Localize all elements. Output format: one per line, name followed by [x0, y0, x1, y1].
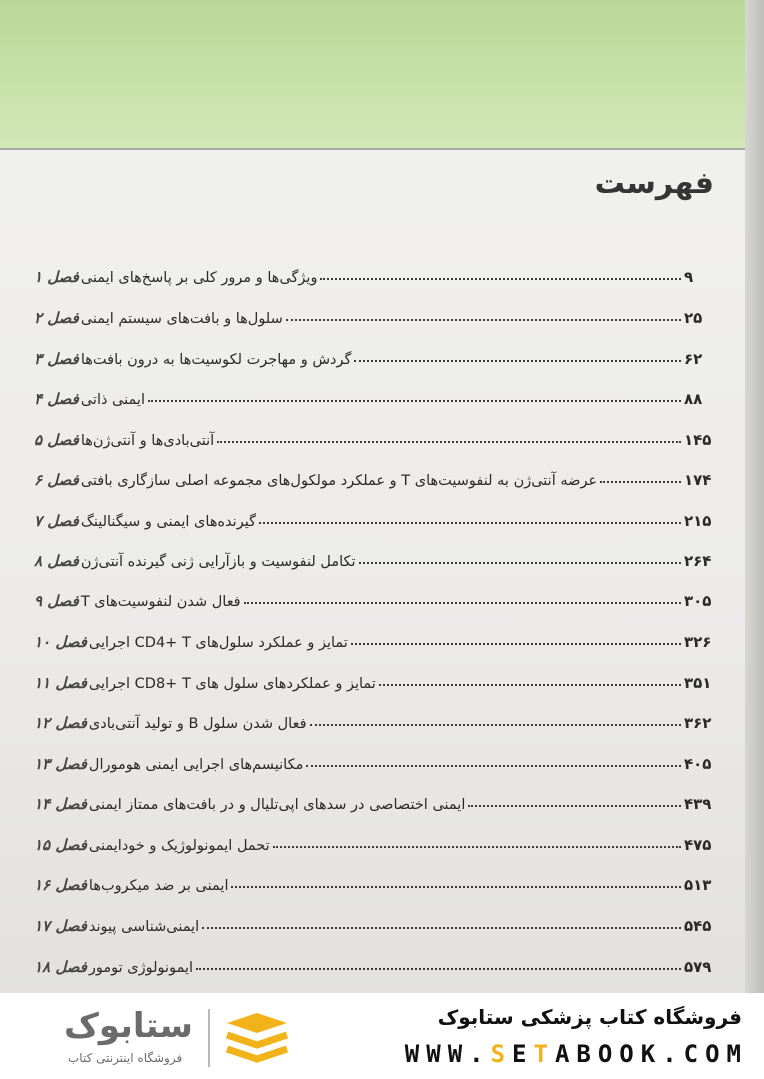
- dot-leader: [320, 276, 681, 280]
- url-t: T: [533, 1040, 555, 1068]
- chapter-title: فعال شدن لنفوسیت‌های T: [80, 594, 241, 610]
- chapter-title: ایمنی بر ضد میکروب‌ها: [88, 878, 229, 894]
- chapter-word: فصل: [55, 795, 87, 813]
- chapter-title: آنتی‌بادی‌ها و آنتی‌ژن‌ها: [80, 433, 215, 449]
- chapter-label: [28, 350, 79, 368]
- chapter-label: [28, 836, 87, 854]
- chapter-title: تحمل ایمونولوژیک و خودایمنی: [88, 838, 270, 854]
- chapter-word: فصل: [47, 309, 79, 327]
- chapter-title: عرضه آنتی‌ژن به لنفوسیت‌های T و عملکرد مولکول‌های مجموعه اصلی سازگاری بافتی: [80, 473, 598, 489]
- page-number: ۳۲۶: [684, 633, 712, 651]
- page-number: ۱۴۵: [684, 431, 712, 449]
- dot-leader: [286, 317, 681, 321]
- chapter-word: فصل: [47, 512, 79, 530]
- dot-leader: [379, 682, 681, 686]
- chapter-label: [28, 674, 87, 692]
- chapter-word: فصل: [55, 836, 87, 854]
- dot-leader: [148, 398, 681, 402]
- chapter-title: فعال شدن سلول B و تولید آنتی‌بادی: [88, 716, 307, 732]
- chapter-label: [28, 471, 79, 489]
- chapter-word: فصل: [55, 755, 87, 773]
- url-prefix: WWW.: [404, 1040, 491, 1068]
- toc-entry[interactable]: [28, 297, 718, 327]
- chapter-title: سلول‌ها و بافت‌های سیستم ایمنی: [80, 311, 283, 327]
- chapter-title: ایمونولوژی تومور: [88, 960, 194, 976]
- toc-entry[interactable]: [28, 905, 718, 935]
- chapter-number: ۲: [34, 309, 43, 327]
- dot-leader: [468, 803, 681, 807]
- chapter-title: تمایز و عملکرد سلول‌های CD4+ T اجرایی: [88, 635, 348, 651]
- chapter-number: ۸: [34, 552, 43, 570]
- chapter-label: [28, 390, 79, 408]
- chapter-number: ۴: [34, 390, 43, 408]
- page-number: ۱۷۴: [684, 471, 712, 489]
- chapter-number: ۱۰: [34, 633, 51, 651]
- chapter-label: [28, 755, 87, 773]
- chapter-word: فصل: [55, 958, 87, 976]
- chapter-number: ۱۲: [34, 714, 51, 732]
- toc-entry[interactable]: [28, 621, 718, 651]
- page-number: ۵۷۹: [684, 958, 712, 976]
- dot-leader: [196, 966, 681, 970]
- chapter-word: فصل: [55, 633, 87, 651]
- page-number: ۵۱۳: [684, 876, 712, 894]
- chapter-label: [28, 714, 87, 732]
- chapter-number: ۳: [34, 350, 43, 368]
- chapter-word: فصل: [47, 552, 79, 570]
- chapter-word: فصل: [55, 714, 87, 732]
- page-number: ۴۰۵: [684, 755, 712, 773]
- logo-divider: [208, 1009, 210, 1067]
- dot-leader: [202, 925, 681, 929]
- page-number: ۶۲: [684, 350, 703, 368]
- dot-leader: [359, 560, 681, 564]
- dot-leader: [217, 439, 681, 443]
- toc-entry[interactable]: [28, 540, 718, 570]
- toc-entry[interactable]: [28, 864, 718, 894]
- chapter-number: ۱۸: [34, 958, 51, 976]
- toc-entry[interactable]: [28, 702, 718, 732]
- page-number: ۲۱۵: [684, 512, 712, 530]
- chapter-word: فصل: [55, 674, 87, 692]
- page-number: ۴۳۹: [684, 795, 712, 813]
- url-rest: BOOK.COM: [576, 1040, 748, 1068]
- store-footer: [0, 993, 764, 1079]
- url-a: A: [554, 1040, 577, 1068]
- dot-leader: [600, 479, 681, 483]
- chapter-label: [28, 633, 87, 651]
- chapter-label: [28, 431, 79, 449]
- chapter-title: ایمنی ذاتی: [80, 392, 145, 408]
- toc-entry[interactable]: [28, 419, 718, 449]
- chapter-word: فصل: [47, 431, 79, 449]
- chapter-number: ۱۵: [34, 836, 51, 854]
- toc-entry[interactable]: [28, 580, 718, 610]
- chapter-number: ۱۶: [34, 876, 51, 894]
- dot-leader: [306, 763, 681, 767]
- toc-entry[interactable]: [28, 338, 718, 368]
- toc-entry[interactable]: [28, 783, 718, 813]
- page-number: ۳۰۵: [684, 592, 712, 610]
- chapter-title: تکامل لنفوسیت و بازآرایی ژنی گیرنده آنتی‌ژن: [80, 554, 356, 570]
- chapter-title: مکانیسم‌های اجرایی ایمنی هومورال: [88, 757, 304, 773]
- dot-leader: [231, 884, 681, 888]
- logo-wordmark: ستابوک: [64, 1006, 193, 1046]
- chapter-title: تمایز و عملکردهای سلول های CD8+ T اجرایی: [88, 676, 376, 692]
- chapter-label: [28, 958, 87, 976]
- page-number: ۲۶۴: [684, 552, 712, 570]
- store-logo: [28, 1003, 298, 1071]
- chapter-word: فصل: [55, 917, 87, 935]
- logo-tagline: فروشگاه اینترنتی کتاب: [68, 1051, 183, 1065]
- toc-entry[interactable]: [28, 824, 718, 854]
- toc-entry[interactable]: [28, 256, 718, 286]
- chapter-label: [28, 876, 87, 894]
- chapter-word: فصل: [47, 350, 79, 368]
- chapter-label: [28, 512, 79, 530]
- chapter-label: [28, 795, 87, 813]
- chapter-title: گردش و مهاجرت لکوسیت‌ها به درون بافت‌ها: [80, 352, 352, 368]
- chapter-number: ۱۷: [34, 917, 51, 935]
- store-name: فروشگاه کتاب پزشکی ستابوک: [437, 1005, 742, 1029]
- dot-leader: [259, 520, 681, 524]
- dot-leader: [244, 600, 681, 604]
- page-title: فهرست: [594, 166, 714, 201]
- toc-entry[interactable]: [28, 743, 718, 773]
- chapter-title: ایمنی‌شناسی پیوند: [88, 919, 200, 935]
- store-url[interactable]: [405, 1040, 748, 1068]
- chapter-label: [28, 552, 79, 570]
- page-number: ۴۷۵: [684, 836, 712, 854]
- dot-leader: [351, 641, 681, 645]
- dot-leader: [354, 358, 681, 362]
- chapter-label: [28, 592, 79, 610]
- url-s: S: [490, 1040, 513, 1068]
- chapter-word: فصل: [47, 268, 79, 286]
- chapter-word: فصل: [47, 390, 79, 408]
- page-number: ۸۸: [684, 390, 703, 408]
- page-number: ۳۵۱: [684, 674, 712, 692]
- chapter-number: ۶: [34, 471, 43, 489]
- toc-entry[interactable]: [28, 459, 718, 489]
- chapter-number: ۱۱: [34, 674, 51, 692]
- chapter-number: ۵: [34, 431, 43, 449]
- chapter-label: [28, 309, 79, 327]
- book-stack-icon: [222, 1009, 292, 1067]
- toc-entry[interactable]: [28, 500, 718, 530]
- chapter-number: ۷: [34, 512, 43, 530]
- page-number: ۲۵: [684, 309, 703, 327]
- chapter-word: فصل: [47, 592, 79, 610]
- dot-leader: [310, 722, 682, 726]
- toc-entry[interactable]: [28, 946, 718, 976]
- page-number: ۳۶۲: [684, 714, 712, 732]
- chapter-title: ویژگی‌ها و مرور کلی بر پاسخ‌های ایمنی: [80, 270, 318, 286]
- chapter-number: ۱۴: [34, 795, 51, 813]
- chapter-number: ۱: [34, 268, 43, 286]
- chapter-word: فصل: [55, 876, 87, 894]
- toc-entry[interactable]: [28, 662, 718, 692]
- page-number: ۵۴۵: [684, 917, 712, 935]
- chapter-word: فصل: [47, 471, 79, 489]
- chapter-label: [28, 268, 79, 286]
- chapter-number: ۹: [34, 592, 43, 610]
- dot-leader: [273, 844, 681, 848]
- chapter-label: [28, 917, 87, 935]
- chapter-number: ۱۳: [34, 755, 51, 773]
- chapter-title: ایمنی اختصاصی در سدهای اپی‌تلیال و در بافت‌های ممتاز ایمنی: [88, 797, 466, 813]
- url-e: E: [512, 1040, 534, 1068]
- toc-entry[interactable]: [28, 378, 718, 408]
- chapter-title: گیرنده‌های ایمنی و سیگنالینگ: [80, 514, 256, 530]
- page-number: ۹: [684, 268, 694, 286]
